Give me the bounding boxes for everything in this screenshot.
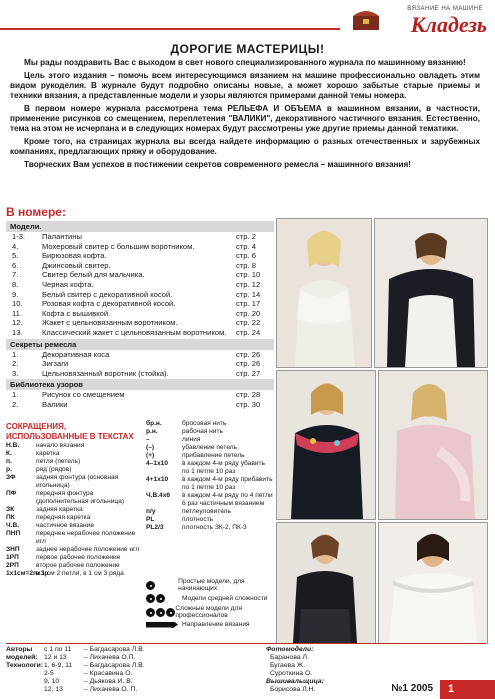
toc-title: Декоративная коса — [42, 349, 110, 359]
abbreviation-key: PL2/3 — [146, 524, 164, 531]
toc-number: 1. — [12, 390, 19, 400]
toc-title: Кофта с вышивкой. — [42, 308, 111, 318]
abbreviation-meaning: второе рабочее положение — [36, 562, 120, 569]
abbreviation-key: Ч.В. — [6, 522, 20, 529]
legend-row — [146, 594, 274, 603]
abbreviation-key: (–) — [146, 444, 155, 451]
credit-range: 12, 13 — [44, 686, 63, 693]
abbreviation-key: (+) — [146, 452, 155, 459]
technologists-label: Технологи: — [6, 662, 44, 669]
toc-title: Джинсовый свитер. — [42, 260, 111, 270]
toc-page: стр. 30 — [236, 399, 261, 409]
embroidery-label: Вышивальщица: — [266, 678, 324, 685]
toc-page: стр. 24 — [236, 327, 261, 337]
abbreviation-row — [146, 524, 274, 532]
toc-page: стр. 27 — [236, 368, 261, 378]
toc-number: 1-3. — [12, 232, 26, 241]
toc-section-heading: Модели. — [6, 221, 274, 232]
page-title: ДОРОГИЕ МАСТЕРИЦЫ! — [170, 42, 325, 56]
toc-number: 9. — [12, 289, 19, 299]
toc-page: стр. 28 — [236, 390, 261, 400]
abbreviation-key: ПК — [6, 514, 15, 521]
toc-number: 6. — [12, 260, 19, 270]
toc-number: 4. — [12, 241, 19, 251]
abbreviation-row — [146, 436, 274, 444]
legend-row — [146, 605, 274, 619]
abbreviation-row — [6, 490, 140, 506]
logo-tagline: ВЯЗАНИЕ НА МАШИНЕ — [407, 6, 483, 12]
abbreviation-meaning: ряд (рядов) — [36, 466, 72, 473]
toc-entry — [6, 261, 274, 271]
abbreviation-key: – — [146, 436, 150, 443]
intro-paragraph: Творческих Вам успехов в постижении секретов современного ремесла – машинного вязания! — [24, 160, 412, 169]
toc-title: Палантины — [42, 232, 82, 241]
in-issue-heading: В номере: — [6, 205, 66, 219]
abbreviation-meaning: плотность ЗК-2, ПК-3 — [182, 524, 247, 531]
toc-title: Жакет с цельновязанным воротником. — [42, 318, 178, 328]
abbreviation-row — [6, 474, 140, 490]
abbreviation-meaning: задняя фонтура (основная игольница) — [36, 474, 119, 489]
credit-range: 2-5 — [44, 670, 54, 677]
toc-entry — [6, 369, 274, 379]
abbreviation-meaning: заднее нерабочее положение игл — [36, 546, 140, 553]
toc-section-heading: Секреты ремесла — [6, 339, 274, 350]
model-photo — [378, 522, 488, 644]
abbreviation-key: бр.н. — [146, 420, 162, 427]
abbreviation-meaning: передняя каретка — [36, 514, 91, 521]
toc-page: стр. 10 — [236, 270, 261, 280]
abbreviations-list-right — [146, 420, 274, 532]
abbreviations-heading — [6, 422, 134, 442]
abbreviation-meaning: плотность — [182, 516, 214, 523]
abbreviation-meaning: переднее нерабочее положение игл — [36, 530, 136, 545]
legend-label: Модели средней сложности — [182, 595, 268, 602]
intro-paragraph: Цель этого издания – помочь всем интересующимся вязанием на машине профессионально овладеть этим видом рукоделия. В журнале будут подробно описаны новые, а может хорошо забытые старые приемы и техники вязания, а представленные модели и узоры являются примерами данной темы номера. — [10, 71, 480, 100]
abbreviation-meaning: первое рабочее положение — [36, 554, 121, 561]
toc-entry — [6, 280, 274, 290]
credit-range: 12 и 13 — [44, 654, 67, 661]
abbreviation-key: ПФ — [6, 490, 17, 497]
toc-number: 2. — [12, 399, 19, 409]
legend-label: Простые модели, для начинающих — [178, 578, 245, 592]
abbreviation-key: ЗК — [6, 506, 15, 513]
toc-page: стр. 8 — [236, 260, 256, 270]
intro-text — [10, 58, 480, 173]
abbreviations-heading-line: ИСПОЛЬЗОВАННЫЕ В ТЕКСТАХ — [6, 432, 134, 441]
abbreviation-key: р.н. — [146, 428, 158, 435]
toc-number: 1. — [12, 349, 19, 359]
abbreviation-key: р. — [6, 466, 12, 473]
toc-page: стр. 26 — [236, 349, 261, 359]
toc-entry — [6, 270, 274, 280]
abbreviation-key: 1РП — [6, 554, 19, 561]
intro-paragraph: Кроме того, на страницах журнала вы всегда найдете информацию о разных отечественных и зарубежных компаниях, предлагающих пряжу и оборудование. — [10, 137, 480, 156]
abbreviation-meaning: в каждом 4-м ряду прибавить по 1 петле 10 раз — [182, 476, 273, 491]
abbreviation-key: ЗНП — [6, 546, 20, 553]
abbreviation-row — [6, 514, 140, 522]
abbreviation-row — [6, 546, 140, 554]
abbreviation-key: PL — [146, 516, 155, 523]
abbreviation-meaning: прибавление петель — [182, 452, 245, 459]
toc-number: 8. — [12, 279, 19, 289]
toc-entry — [6, 350, 274, 360]
abbreviation-meaning: убавление петель — [182, 444, 238, 451]
toc-page: стр. 14 — [236, 289, 261, 299]
abbreviation-row — [146, 420, 274, 428]
abbreviation-row — [146, 516, 274, 524]
abbreviation-key: ЗФ — [6, 474, 16, 481]
toc-page: стр. 12 — [236, 279, 261, 289]
credit-range: с 1 по 11 — [44, 646, 72, 653]
two-dots-icon — [146, 594, 182, 603]
abbreviation-row — [146, 460, 274, 476]
abbreviation-meaning: петля (петель) — [36, 458, 81, 465]
abbreviation-key: п. — [6, 458, 12, 465]
models-label: моделей: — [6, 654, 38, 661]
logo-word: Кладезь — [410, 12, 487, 37]
legend-row — [146, 578, 274, 592]
legend-row — [146, 621, 274, 628]
toc-title: Мохеровый свитер с большим воротником. — [42, 241, 195, 251]
abbreviation-meaning: петлеуловитель — [182, 508, 231, 515]
photo-models-label: Фотомодели: — [266, 646, 314, 653]
toc-number: 12. — [12, 318, 23, 328]
abbreviation-row — [146, 508, 274, 516]
chest-icon — [351, 8, 381, 32]
magazine-logo — [347, 6, 487, 36]
abbreviation-meaning: задняя каретка — [36, 506, 83, 513]
toc-title: Зигзаги — [42, 359, 69, 369]
toc-number: 7. — [12, 270, 19, 280]
toc-number: 2. — [12, 359, 19, 369]
abbreviation-meaning: в каждом 4-м ряду убавить по 1 петле 10 раз — [182, 460, 265, 475]
toc-page: стр. 20 — [236, 308, 261, 318]
toc-number: 5. — [12, 251, 19, 261]
toc-entry — [6, 400, 274, 410]
toc-entry — [6, 251, 274, 261]
model-photo — [374, 218, 488, 368]
abbreviation-key: 2РП — [6, 562, 19, 569]
credit-name: – Лихачева О. П. — [84, 686, 138, 693]
abbreviation-row — [6, 562, 140, 570]
abbreviation-meaning: в каждом 4-м ряду по 4 петли 6 раз частичным вязанием — [182, 492, 273, 507]
legend-label: Направление вязания — [182, 621, 250, 628]
credits-rule — [6, 643, 486, 644]
toc-page: стр. 4 — [236, 241, 256, 251]
toc-entry — [6, 290, 274, 300]
toc-page: стр. 17 — [236, 299, 261, 309]
toc-title: Свитер белый для мальчика. — [42, 270, 145, 280]
toc-entry — [6, 390, 274, 400]
abbreviation-row — [6, 554, 140, 562]
model-photo — [276, 370, 376, 520]
abbreviation-row — [146, 444, 274, 452]
issue-number: №1 2005 — [391, 683, 433, 694]
toc-title: Классический жакет с цельновязанным воротником. — [42, 327, 227, 337]
arrow-icon — [146, 622, 182, 628]
credit-name: – Дьякова И. В. — [84, 678, 133, 685]
abbreviation-key: К. — [6, 450, 12, 457]
abbreviation-row — [6, 522, 140, 530]
credit-name: – Красавина О. — [84, 670, 133, 677]
page-footer — [0, 680, 495, 699]
page-number: 1 — [440, 680, 495, 699]
table-of-contents — [6, 220, 274, 410]
abbreviation-key: Ч.В.4х6 — [146, 492, 171, 499]
toc-entry — [6, 328, 274, 338]
toc-title: Рисунок со смещением — [42, 390, 125, 400]
embroidery-name: Борисова Л.Н. — [270, 686, 316, 693]
model-photo — [276, 522, 376, 644]
abbreviation-key: ПНП — [6, 530, 21, 537]
abbreviation-row — [146, 452, 274, 460]
abbreviation-meaning: в 1 см 2 петли, в 1 см 3 ряда — [36, 570, 124, 577]
intro-paragraph: В первом номере журнала рассмотрена тема РЕЛЬЕФА И ОБЪЕМА в машинном вязании, в частности, применение рисунков со смещением, переплетения "ВАЛИКИ", декоративного частичного вязания. Естественно, тема на этом не исчерпана и в следующих номерах будут рассмотрены уже другие приемы данной тематики. — [10, 104, 480, 133]
abbreviation-key: 4+1х10 — [146, 476, 169, 483]
toc-title: Цельновязанный воротник (стойка). — [42, 368, 169, 378]
credit-range: 9, 10 — [44, 678, 60, 685]
toc-section-heading: Библиотека узоров — [6, 379, 274, 390]
toc-entry — [6, 232, 274, 242]
three-dots-icon — [146, 608, 175, 617]
toc-entry — [6, 318, 274, 328]
abbreviation-meaning: начало вязания — [36, 442, 85, 449]
toc-number: 3. — [12, 368, 19, 378]
toc-title: Розовая кофта с декоративной косой. — [42, 299, 176, 309]
abbreviation-row — [146, 428, 274, 436]
credit-name: – Лихачева О.П. — [84, 654, 136, 661]
abbreviation-row — [6, 570, 140, 578]
toc-title: Валики — [42, 399, 68, 409]
toc-page: стр. 2 — [236, 232, 256, 241]
model-photo — [276, 218, 372, 368]
toc-entry — [6, 309, 274, 319]
abbreviation-row — [146, 492, 274, 508]
abbreviation-meaning: передняя фонтура (дополнительная игольница) — [36, 490, 125, 505]
one-dot-icon — [146, 581, 178, 590]
toc-entry — [6, 359, 274, 369]
toc-page: стр. 22 — [236, 318, 261, 328]
abbreviations-list-left — [6, 442, 140, 578]
credit-name: – Багдасарова Л.В. — [84, 662, 145, 669]
intro-paragraph: Мы рады поздравить Вас с выходом в свет нового специализированного журнала по машинному вязанию! — [24, 58, 466, 67]
abbreviation-row — [6, 442, 140, 450]
abbreviation-meaning: каретка — [36, 450, 60, 457]
toc-title: Черная кофта. — [42, 279, 94, 289]
credit-name: – Багдасарова Л.В. — [84, 646, 145, 653]
authors-label: Авторы — [6, 646, 33, 653]
toc-number: 11. — [12, 308, 22, 318]
abbreviation-row — [6, 530, 140, 546]
toc-title: Бирюзовая кофта. — [42, 251, 107, 261]
abbreviation-meaning: линия — [182, 436, 201, 443]
toc-entry — [6, 299, 274, 309]
abbreviation-meaning: бросовая нить — [182, 420, 227, 427]
toc-title: Белый свитер с декоративной косой. — [42, 289, 173, 299]
abbreviation-row — [6, 466, 140, 474]
abbreviation-row — [6, 506, 140, 514]
header-rule — [0, 28, 340, 30]
abbreviation-key: 1х1см=2пх3р — [6, 570, 49, 577]
abbreviation-key: Н.В. — [6, 442, 20, 449]
abbreviation-key: п/у — [146, 508, 156, 515]
photo-model-name: Бугаева Ж. — [270, 662, 305, 669]
toc-number: 13. — [12, 327, 23, 337]
abbreviation-meaning: частичное вязание — [36, 522, 95, 529]
photo-model-name: Суроткина О. — [270, 670, 313, 677]
abbreviation-meaning: рабочая нить — [182, 428, 223, 435]
abbreviations-heading-line: СОКРАЩЕНИЯ, — [6, 422, 67, 431]
legend-label: Сложные модели для профессионалов — [175, 605, 242, 619]
abbreviation-row — [6, 450, 140, 458]
credit-range: 1, 6-9, 11 — [44, 662, 73, 669]
toc-page: стр. 6 — [236, 251, 256, 261]
abbreviation-key: 4–1х10 — [146, 460, 169, 467]
photo-model-name: Баранова Л. — [270, 654, 309, 661]
toc-entry — [6, 242, 274, 252]
difficulty-legend — [146, 578, 274, 630]
model-photo — [378, 370, 488, 520]
abbreviation-row — [146, 476, 274, 492]
abbreviation-row — [6, 458, 140, 466]
toc-page: стр. 26 — [236, 359, 261, 369]
toc-number: 10. — [12, 299, 23, 309]
